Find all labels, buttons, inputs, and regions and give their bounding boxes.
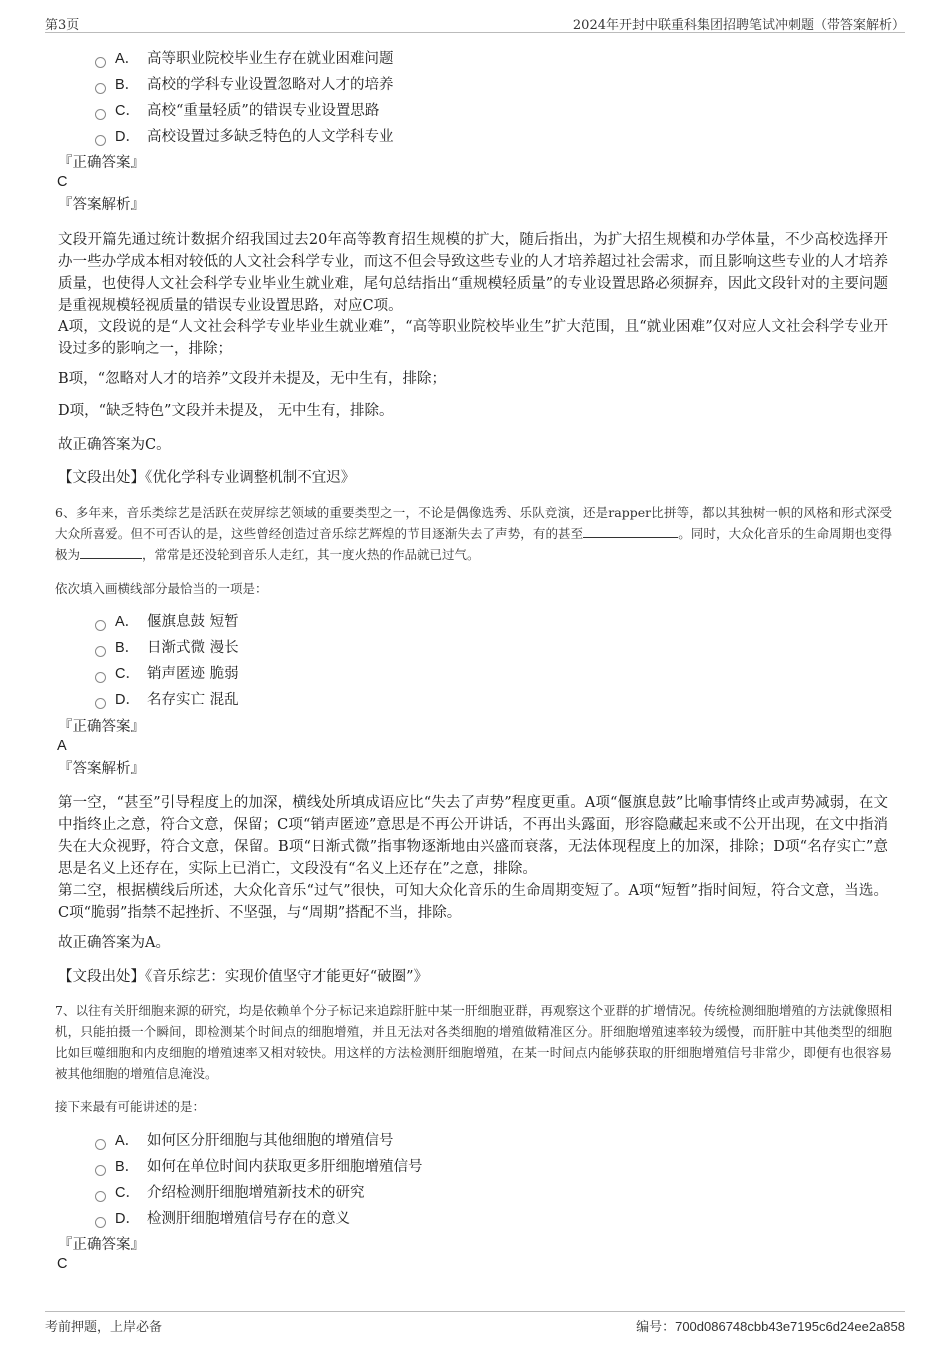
q7-option-d[interactable]: D． 检测肝细胞增殖信号存在的意义 — [95, 1206, 423, 1232]
radio-icon[interactable] — [95, 1165, 106, 1176]
q5-analysis-para-3: B项，“忽略对人才的培养”文段并未提及，无中生有，排除； — [58, 371, 446, 387]
radio-icon[interactable] — [95, 57, 106, 68]
q7-option-c[interactable]: C． 介绍检测肝细胞增殖新技术的研究 — [95, 1180, 423, 1206]
q6-analysis-para-3: 故正确答案为A。 — [58, 935, 170, 951]
document-title: 2024年开封中联重科集团招聘笔试冲刺题（带答案解析） — [572, 18, 905, 33]
q6-analysis-para-2: 第二空，根据横线后所述，大众化音乐“过气”很快，可知大众化音乐的生命周期变短了。A项“短暂”指时间短，符合文意，当选。C项“脆弱”指禁不起挫折、不坚强，与“周期”搭配不当，排除。 — [58, 883, 888, 921]
q5-analysis-para-1: 文段开篇先通过统计数据介绍我国过去20年高等教育招生规模的扩大，随后指出，为扩大招生规模和办学体量，不少高校选择开办一些办学成本相对较低的人文社会科学专业，而这不但会导致这些专业的人才培养超过社会需求，而且影响这些专业的人才培养质量，也使得人文社会科学专业毕业生就业难，尾句总结指出“重规模轻质量”的专业设置思路必须摒弃，因此文段针对的主要问题是重视规模轻视质量的错误专业设置思路，对应C项。 — [58, 232, 888, 314]
q6-option-b[interactable]: B． 日渐式微 漫长 — [95, 635, 239, 661]
radio-icon[interactable] — [95, 698, 106, 709]
q5-option-c[interactable]: C． 高校“重量轻质”的错误专业设置思路 — [95, 98, 394, 124]
q5-analysis-label: 『答案解析』 — [58, 197, 145, 213]
q5-option-d[interactable]: D． 高校设置过多缺乏特色的人文学科专业 — [95, 124, 394, 150]
radio-icon[interactable] — [95, 135, 106, 146]
q5-analysis-para-2: A项，文段说的是“人文社会科学专业毕业生就业难”，“高等职业院校毕业生”扩大范围，且“就业困难”仅对应人文社会科学专业开设过多的影响之一，排除； — [58, 319, 888, 357]
q5-options — [95, 46, 394, 150]
radio-icon[interactable] — [95, 109, 106, 120]
q6-source: 【文段出处】《音乐综艺：实现价值坚守才能更好“破圈”》 — [58, 969, 429, 985]
radio-icon[interactable] — [95, 1217, 106, 1228]
q6-prompt: 依次填入画横线部分最恰当的一项是： — [55, 581, 268, 596]
footer-slogan: 考前押题，上岸必备 — [45, 1320, 163, 1335]
q7-answer-label: 『正确答案』 — [58, 1237, 145, 1253]
page-header — [45, 14, 905, 33]
q7-option-a[interactable]: A． 如何区分肝细胞与其他细胞的增殖信号 — [95, 1128, 423, 1154]
q6-analysis-label: 『答案解析』 — [58, 761, 145, 777]
radio-icon[interactable] — [95, 83, 106, 94]
q5-analysis-para-5: 故正确答案为C。 — [58, 437, 171, 453]
q6-option-a[interactable]: A． 偃旗息鼓 短暂 — [95, 609, 239, 635]
q7-option-b[interactable]: B． 如何在单位时间内获取更多肝细胞增殖信号 — [95, 1154, 423, 1180]
q6-analysis-para-1: 第一空，“甚至”引导程度上的加深，横线处所填成语应比“失去了声势”程度更重。A项“偃旗息鼓”比喻事情终止或声势减弱，在文中指终止之意，符合文意，保留；C项“销声匿迹”意思是不再公开讲话，不再出头露面，形容隐藏起来或不公开出现，在文中指消失在大众视野，符合文意，保留。B项“日渐式微”指事物逐渐地由兴盛而衰落，无法体现程度上的加深，排除；D项“名存实亡”意思是名义上还存在，实际上已消亡，文段没有“名义上还存在”之意，排除。 — [58, 795, 888, 877]
q6-option-c[interactable]: C． 销声匿迹 脆弱 — [95, 661, 239, 687]
q6-answer-label: 『正确答案』 — [58, 719, 145, 735]
footer-code: 编号：700d086748cbb43e7195c6d24ee2a858 — [636, 1319, 905, 1335]
q7-options — [95, 1128, 423, 1232]
fill-blank-1[interactable] — [583, 525, 678, 538]
radio-icon[interactable] — [95, 672, 106, 683]
q5-option-a[interactable]: A． 高等职业院校毕业生存在就业困难问题 — [95, 46, 394, 72]
q6-answer: A — [57, 738, 67, 754]
q5-source: 【文段出处】《优化学科专业调整机制不宜迟》 — [58, 470, 356, 486]
q6-options — [95, 609, 239, 713]
q7-prompt: 接下来最有可能讲述的是： — [55, 1099, 206, 1114]
q5-answer: C — [57, 174, 68, 190]
radio-icon[interactable] — [95, 1191, 106, 1202]
page-footer — [45, 1311, 905, 1334]
q5-answer-label: 『正确答案』 — [58, 155, 145, 171]
radio-icon[interactable] — [95, 620, 106, 631]
page-number: 第3页 — [45, 18, 80, 33]
fill-blank-2[interactable] — [80, 546, 142, 559]
q5-option-b[interactable]: B． 高校的学科专业设置忽略对人才的培养 — [95, 72, 394, 98]
q6-stem: 6、多年来，音乐类综艺是活跃在荧屏综艺领域的重要类型之一，不论是偶像选秀、乐队竞演，还是rapper比拼等，都以其独树一帜的风格和形式深受大众所喜爱。但不可否认的是，这些曾经创造过音乐综艺辉煌的节目逐渐失去了声势，有的甚至 。同时，大众化音乐的生命周期也变得极为 ，常常是还没轮到音乐人走红，其一度火热的作品就已过气。 — [55, 505, 892, 562]
q7-stem: 7、以往有关肝细胞来源的研究，均是依赖单个分子标记来追踪肝脏中某一肝细胞亚群，再观察这个亚群的扩增情况。传统检测细胞增殖的方法就像照相机，只能拍摄一个瞬间，即检测某个时间点的细胞增殖，并且无法对各类细胞的增殖做精准区分。肝细胞增殖速率较为缓慢，而肝脏中其他类型的细胞比如巨噬细胞和内皮细胞的增殖速率又相对较快。用这样的方法检测肝细胞增殖，在某一时间点内能够获取的肝细胞增殖信号非常少，即便有也很容易被其他细胞的增殖信息淹没。 — [55, 1003, 892, 1081]
radio-icon[interactable] — [95, 1139, 106, 1150]
q5-analysis-para-4: D项，“缺乏特色”文段并未提及， 无中生有，排除。 — [58, 403, 394, 419]
q7-answer: C — [57, 1256, 68, 1272]
q6-option-d[interactable]: D． 名存实亡 混乱 — [95, 687, 239, 713]
radio-icon[interactable] — [95, 646, 106, 657]
